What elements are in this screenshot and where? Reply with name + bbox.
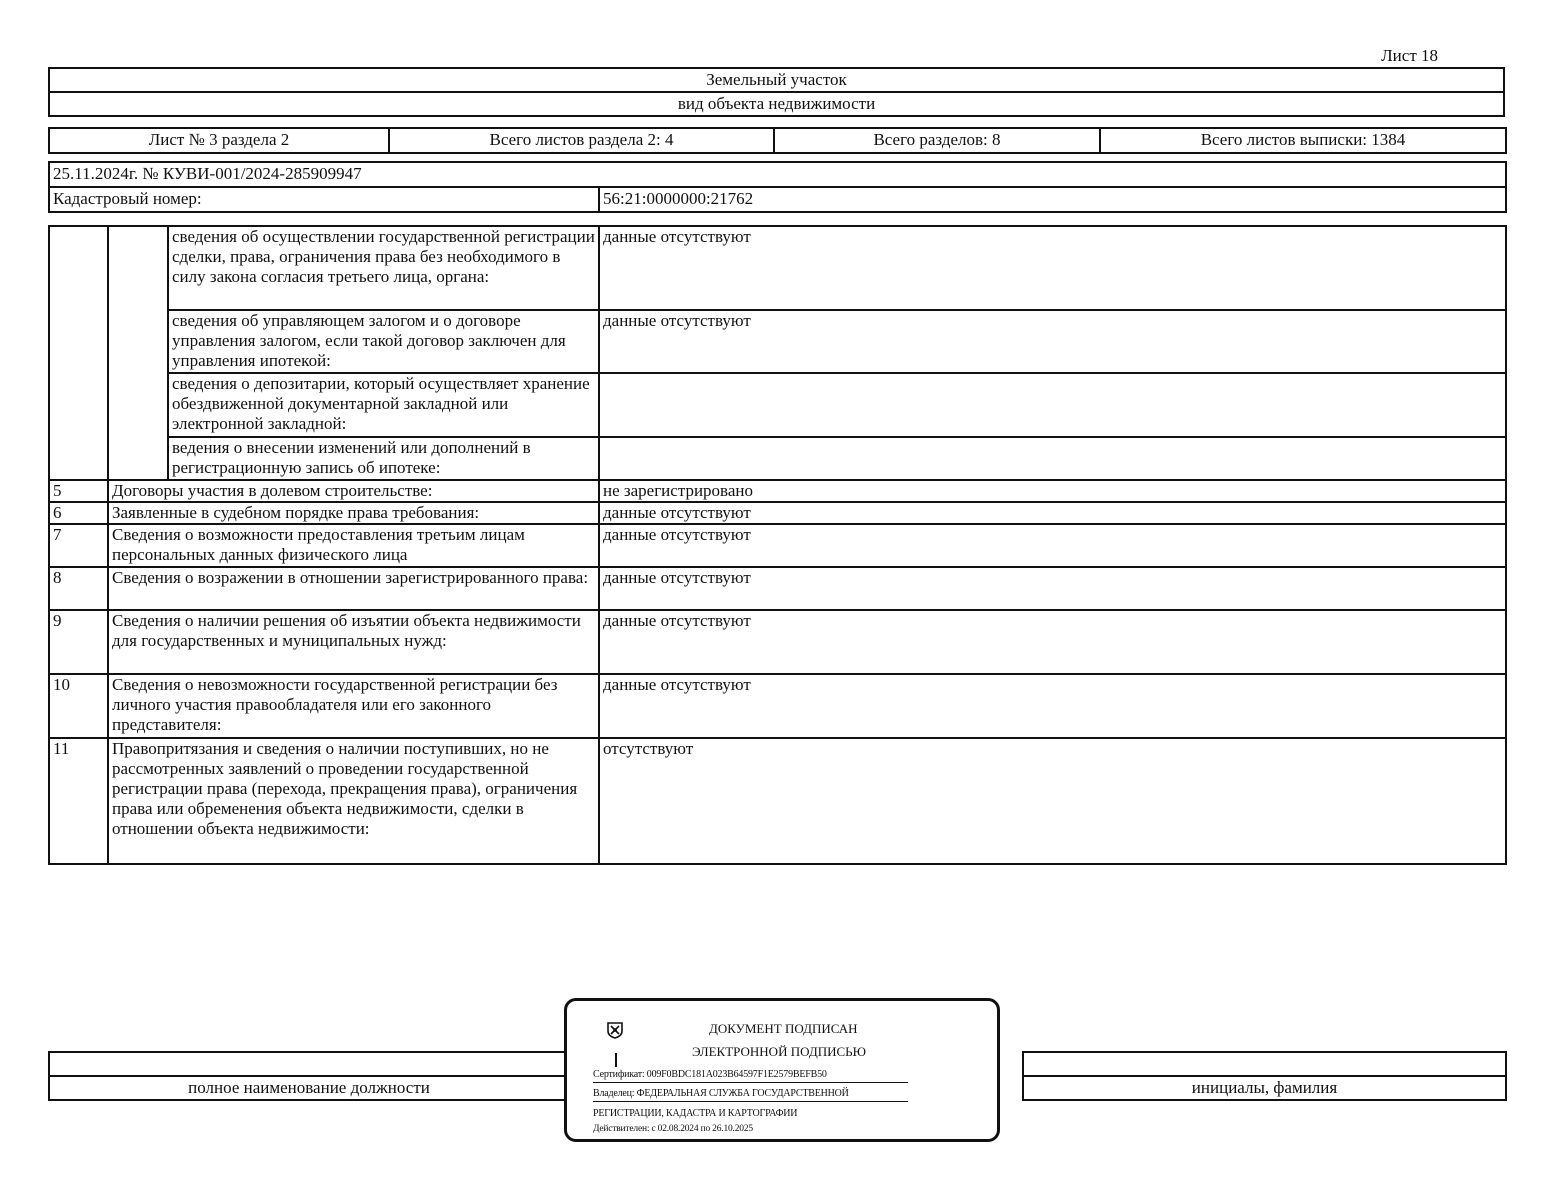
sub-row-label: ведения о внесении изменений или дополнений в регистрационную запись об ипотеке:: [168, 437, 599, 480]
row-number: 10: [49, 674, 108, 738]
row-label: Правопритязания и сведения о наличии поступивших, но не рассмотренных заявлений о проведении государственной регистрации права (перехода, прекращения права), ограничения права или обременения объекта недвижимости, сделки в отношении объекта недвижимости:: [108, 738, 599, 864]
table-row: [49, 567, 1506, 610]
document-reference: 25.11.2024г. № КУВИ-001/2024-285909947: [49, 162, 1506, 187]
row-value: данные отсутствуют: [599, 524, 1506, 567]
stamp-validity: Действителен: с 02.08.2024 по 26.10.2025: [593, 1124, 753, 1134]
row-value: данные отсутствуют: [599, 567, 1506, 610]
stamp-certificate: Сертификат: 009F0BDC181A023B64597F1E2579BEFB50: [593, 1069, 827, 1080]
object-subtitle: вид объекта недвижимости: [49, 92, 1504, 116]
extract-sheets-total: Всего листов выписки: 1384: [1100, 128, 1506, 153]
row-label: Сведения о возражении в отношении зарегистрированного права:: [108, 567, 599, 610]
row-label: Сведения о возможности предоставления третьим лицам персональных данных физического лица: [108, 524, 599, 567]
row-number: 7: [49, 524, 108, 567]
row-value: отсутствуют: [599, 738, 1506, 864]
row-label: Договоры участия в долевом строительстве:: [108, 480, 599, 502]
object-type-table: [48, 67, 1505, 117]
sub-row-value: [599, 373, 1506, 437]
stamp-owner-continued: РЕГИСТРАЦИИ, КАДАСТРА И КАРТОГРАФИИ: [593, 1108, 798, 1119]
sheet-of-section: Лист № 3 раздела 2: [49, 128, 389, 153]
sub-row-label: сведения о депозитарии, который осуществляет хранение обездвиженной документарной закладной или электронной закладной:: [168, 373, 599, 437]
sub-row-value: данные отсутствуют: [599, 226, 1506, 310]
row-value: данные отсутствуют: [599, 502, 1506, 524]
row-label: Заявленные в судебном порядке права требования:: [108, 502, 599, 524]
row-number: 8: [49, 567, 108, 610]
row-number: 9: [49, 610, 108, 674]
table-row: [49, 524, 1506, 567]
sub-row: [49, 437, 1506, 480]
table-row: [49, 674, 1506, 738]
coat-of-arms-icon: [607, 1021, 623, 1039]
sections-total: Всего разделов: 8: [774, 128, 1100, 153]
stamp-underline: [593, 1082, 908, 1083]
empty-indent-cell: [108, 226, 168, 480]
cadastral-number-value: 56:21:0000000:21762: [599, 187, 1506, 212]
sub-row: [49, 373, 1506, 437]
sub-row-label: сведения об управляющем залогом и о договоре управления залогом, если такой договор заключен для управления ипотекой:: [168, 310, 599, 373]
stamp-subtitle: ЭЛЕКТРОННОЙ ПОДПИСЬЮ: [692, 1044, 866, 1059]
row-value: данные отсутствуют: [599, 674, 1506, 738]
row-value: данные отсутствуют: [599, 610, 1506, 674]
stamp-title: ДОКУМЕНТ ПОДПИСАН: [709, 1021, 858, 1036]
electronic-signature-stamp: [564, 998, 1000, 1142]
name-blank: [1023, 1052, 1506, 1076]
row-number: 6: [49, 502, 108, 524]
sub-row: [49, 226, 1506, 310]
table-row: [49, 502, 1506, 524]
stamp-owner: Владелец: ФЕДЕРАЛЬНАЯ СЛУЖБА ГОСУДАРСТВЕННОЙ: [593, 1088, 849, 1099]
row-number: 11: [49, 738, 108, 864]
section-sheets-total: Всего листов раздела 2: 4: [389, 128, 774, 153]
cadastral-number-label: Кадастровый номер:: [49, 187, 599, 212]
empty-number-cell: [49, 226, 108, 480]
name-caption: инициалы, фамилия: [1023, 1076, 1506, 1100]
table-row: [49, 480, 1506, 502]
table-row: [49, 610, 1506, 674]
stamp-tick: [615, 1053, 617, 1067]
sub-row: [49, 310, 1506, 373]
row-label: Сведения о наличии решения об изъятии объекта недвижимости для государственных и муниципальных нужд:: [108, 610, 599, 674]
records-table: [48, 225, 1507, 865]
document-header-table: [48, 161, 1507, 213]
sub-row-value: [599, 437, 1506, 480]
row-label: Сведения о невозможности государственной регистрации без личного участия правообладателя или его законного представителя:: [108, 674, 599, 738]
sheet-counts-table: [48, 127, 1507, 154]
position-blank: [49, 1052, 569, 1076]
row-value: не зарегистрировано: [599, 480, 1506, 502]
object-title: Земельный участок: [49, 68, 1504, 92]
stamp-underline: [593, 1101, 908, 1102]
sheet-number: Лист 18: [1381, 46, 1438, 65]
sub-row-label: сведения об осуществлении государственной регистрации сделки, права, ограничения права без необходимого в силу закона согласия третьего лица, органа:: [168, 226, 599, 310]
sub-row-value: данные отсутствуют: [599, 310, 1506, 373]
position-caption: полное наименование должности: [49, 1076, 569, 1100]
row-number: 5: [49, 480, 108, 502]
table-row: [49, 738, 1506, 864]
